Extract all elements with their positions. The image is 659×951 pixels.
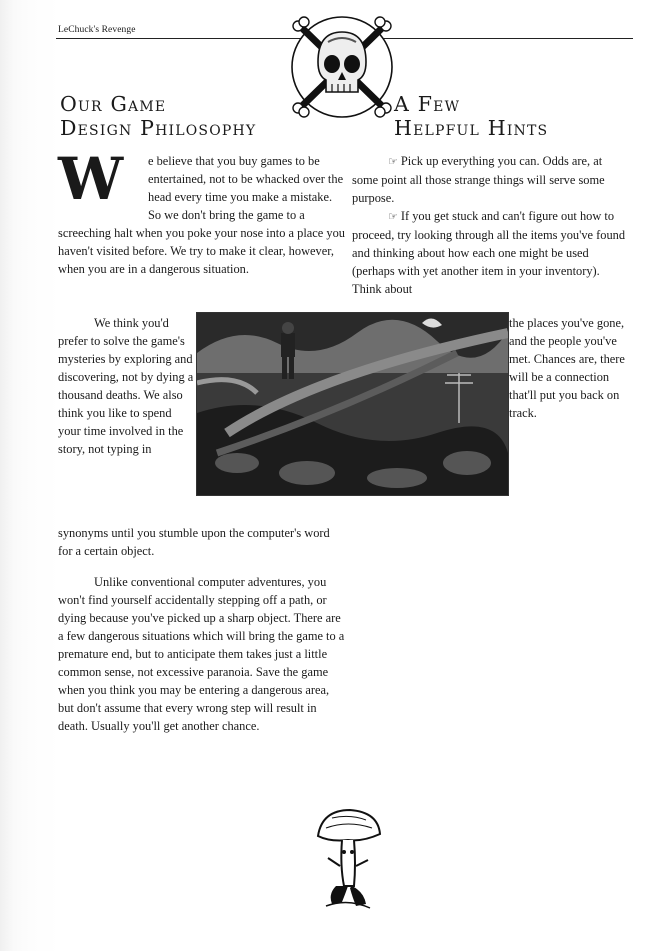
- pointing-hand-icon: ☞: [388, 210, 398, 223]
- paragraph-text: e believe that you buy games to be entertained, not to be whacked over the head every time you make a mistake. So we don't bring the game to a screeching halt when you poke your nose into a place you haven't visited before. We try to make it clear, however, when you are in a dangerous situation.: [58, 154, 345, 276]
- heading-line: Design Philosophy: [60, 116, 257, 140]
- paragraph-text: Unlike conventional computer adventures, you won't find yourself accidentally stepping off a path, or dying because you've picked up a sharp object. There are a few dangerous situations which will bring the game to a premature end, but to anticipate them takes just a little common sense, not excessive paranoia. Save the game when you think you may be entering a dangerous area, but don't assume that every wrong step will result in death. Usually you'll get another chance.: [58, 574, 345, 733]
- mushroom-creature-icon: [312, 806, 384, 914]
- left-column-continuation: [58, 512, 345, 747]
- left-wrap-text: [58, 302, 196, 471]
- left-column-intro: [58, 145, 345, 278]
- right-column-hints: [352, 152, 630, 298]
- heading-line: Helpful Hints: [394, 116, 549, 140]
- game-scene-image: [196, 312, 509, 496]
- heading-helpful-hints: [394, 92, 548, 140]
- paragraph-text: We think you'd prefer to solve the game's mysteries by exploring and discovering, not by dying a thousand deaths. We also think you like to spend your time involved in the story, not typing in: [58, 316, 194, 457]
- right-wrap-text: [509, 302, 634, 435]
- skull-crossbones-icon: [288, 14, 396, 120]
- hint-text: Pick up everything you can. Odds are, at some point all those strange things will serve some purpose.: [352, 154, 605, 205]
- heading-line: A Few: [394, 92, 461, 116]
- heading-design-philosophy: [60, 92, 256, 140]
- running-title: LeChuck's Revenge: [58, 25, 136, 35]
- hint-text: If you get stuck and can't figure out how to proceed, try looking through all the items you've found and thinking about how each one might be used (perhaps with yet another item in your inventory). Think about: [352, 209, 626, 296]
- heading-line: Our Game: [60, 92, 167, 116]
- hint-text: the places you've gone, and the people you've met. Chances are, there will be a connection that'll put you back on track.: [509, 316, 625, 421]
- pointing-hand-icon: ☞: [388, 155, 398, 168]
- paragraph-text: synonyms until you stumble upon the computer's word for a certain object.: [58, 526, 330, 559]
- drop-cap: W: [58, 145, 118, 213]
